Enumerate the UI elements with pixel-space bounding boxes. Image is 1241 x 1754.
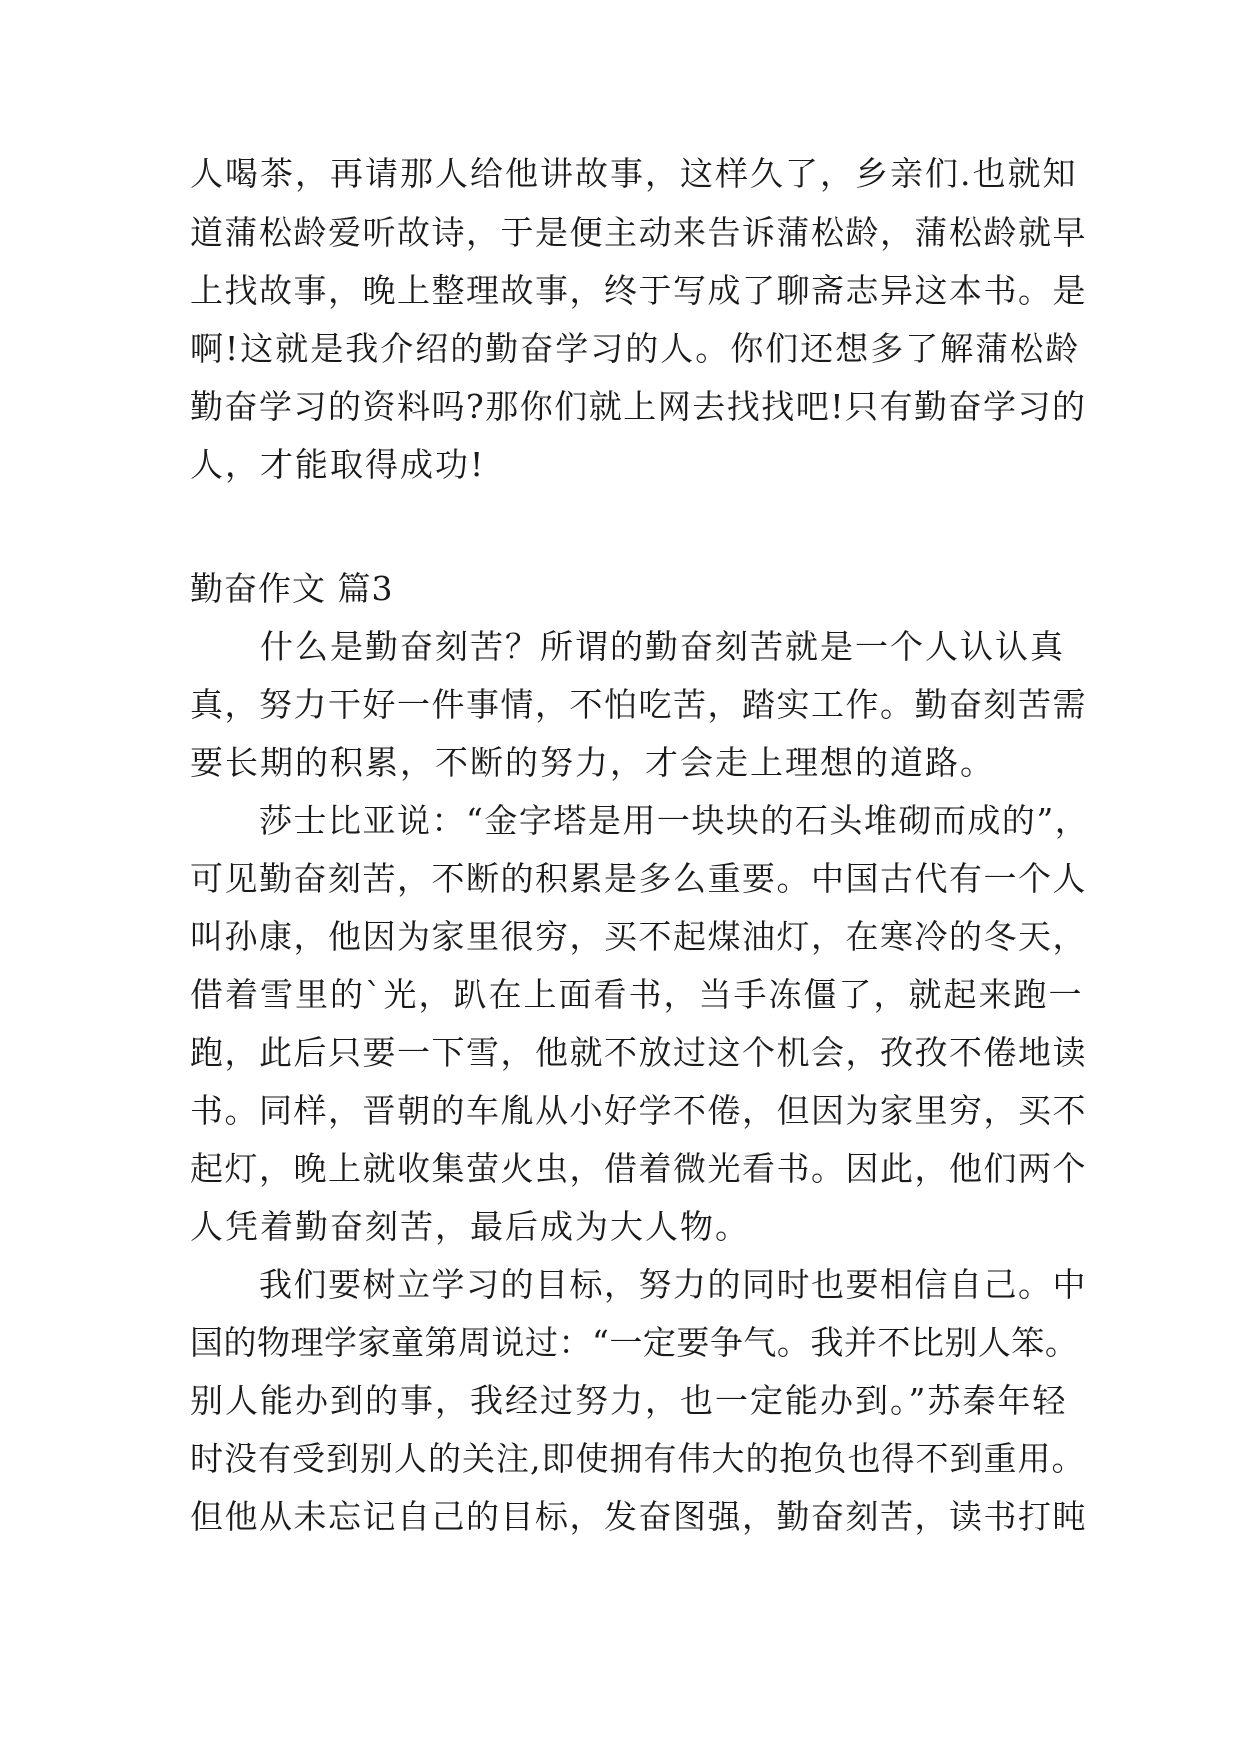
paragraph-line: 书。同样，晋朝的车胤从小好学不倦，但因为家里穷，买不: [190, 1091, 1087, 1130]
paragraph-line: 什么是勤奋刻苦？所谓的勤奋刻苦就是一个人认认真: [190, 627, 1065, 666]
paragraph-line: 要长期的积累，不断的努力，才会走上理想的道路。: [190, 743, 995, 782]
paragraph-line: 别人能办到的事，我经过努力，也一定能办到。”苏秦年轻: [190, 1381, 1068, 1420]
paragraph-line: 真，努力干好一件事情，不怕吃苦，踏实工作。勤奋刻苦需: [190, 685, 1087, 724]
section-heading: 勤奋作文 篇3: [190, 569, 394, 608]
paragraph-line: 但他从未忘记自己的目标，发奋图强，勤奋刻苦，读书打盹: [190, 1497, 1087, 1536]
paragraph-line: 国的物理学家童第周说过：“一定要争气。我并不比别人笨。: [190, 1323, 1079, 1362]
paragraph-line: 时没有受到别人的关注,即使拥有伟大的抱负也得不到重用。: [190, 1439, 1086, 1478]
paragraph-line: 叫孙康，他因为家里很穷，买不起煤油灯，在寒冷的冬天，: [190, 917, 1087, 956]
paragraph-line: 人凭着勤奋刻苦，最后成为大人物。: [190, 1207, 750, 1246]
paragraph-line: 莎士比亚说：“金字塔是用一块块的石头堆砌而成的”，: [190, 801, 1090, 840]
paragraph-line: 跑，此后只要一下雪，他就不放过这个机会，孜孜不倦地读: [190, 1033, 1087, 1072]
paragraph-line: 道蒲松龄爱听故诗，于是便主动来告诉蒲松龄，蒲松龄就早: [190, 213, 1087, 252]
paragraph-line: 我们要树立学习的目标，努力的同时也要相信自己。中: [190, 1265, 1087, 1304]
paragraph-line: 起灯，晚上就收集萤火虫，借着微光看书。因此，他们两个: [190, 1149, 1087, 1188]
paragraph-line: 人，才能取得成功!: [190, 445, 486, 484]
paragraph-line: 勤奋学习的资料吗?那你们就上网去找找吧!只有勤奋学习的: [190, 387, 1087, 426]
paragraph-line: 上找故事，晚上整理故事，终于写成了聊斋志异这本书。是: [190, 271, 1087, 310]
paragraph-line: 啊!这就是我介绍的勤奋学习的人。你们还想多了解蒲松龄: [190, 329, 1081, 368]
paragraph-line: 可见勤奋刻苦，不断的积累是多么重要。中国古代有一个人: [190, 859, 1087, 898]
paragraph-line: 人喝茶，再请那人给他讲故事，这样久了，乡亲们.也就知: [190, 154, 1078, 193]
paragraph-line: 借着雪里的`光，趴在上面看书，当手冻僵了，就起来跑一: [190, 975, 1084, 1014]
